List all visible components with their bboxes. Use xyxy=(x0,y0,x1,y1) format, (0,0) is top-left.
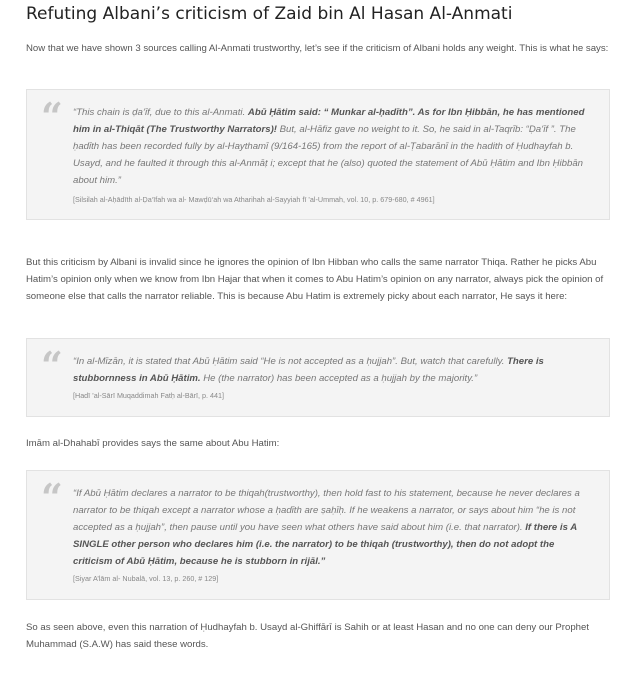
quote-bold-text: There is stubbornness in Abū Ḥātim. xyxy=(73,356,544,384)
quote-text: “If Abū Ḥātim declares a narrator to be thiqah(trustworthy), then hold fast to his statement, because he never declares a narrator to be thiqah except a narrator whose a ḥadīth are ṣaḥīḥ. If he weakens a narrator, or says about him “he is not accepted as a ḥujjah”, then pause until you have seen what others have said about him (i.e. that narrator). xyxy=(73,488,580,533)
quote-bold-text: If there is A SINGLE other person who declares him (i.e. the narrator) to be thiqah (trustworthy), then do not adopt the criticism of Abū Ḥātim, because he is stubborn in rijāl.” xyxy=(73,522,577,567)
intro-paragraph: Now that we have shown 3 sources calling Al-Anmati trustworthy, let’s see if the criticism of Albani holds any weight. This is what he says: xyxy=(26,43,609,54)
blockquote-source: [Hadī ’al-Sārī Muqaddimah Fatḥ al-Bārī, p. 441] xyxy=(73,391,225,400)
blockquote-ibn-hajar xyxy=(26,338,610,417)
criticism-paragraph: But this criticism by Albani is invalid since he ignores the opinion of Ibn Hibban who calls the same narrator Thiqa. Rather he picks Abu Hatim’s opinion only when we know from Ibn Hajar that when it comes to Abu Hatim’s opinion on any narrator, always pick the opinion of someone else that calls the narrator reliable. This is because Abu Hatim is extremely picky about each narrator, He says it here: xyxy=(26,257,604,302)
blockquote-text xyxy=(73,353,595,387)
quote-mark-icon: “ xyxy=(41,94,63,139)
quote-mark-icon: “ xyxy=(41,343,63,388)
blockquote-albani xyxy=(26,89,610,220)
blockquote-text xyxy=(73,485,595,570)
dhahabi-paragraph: Imām al-Dhahabī provides says the same about Abu Hatim: xyxy=(26,438,280,449)
quote-text: “In al-Mīzān, it is stated that Abū Ḥātim said “He is not accepted as a ḥujjah”. But, watch that carefully. xyxy=(73,356,508,367)
blockquote-source: [Silsilah al-Aḥādīth al-Ḍa‘īfah wa al- Mawḍū‘ah wa Atharihah al-Sayyiah fī ’al-Ummah, vol. 10, p. 679-680, # 4961] xyxy=(73,195,435,204)
quote-text: “This chain is ḍa‘īf, due to this al-Anmati. xyxy=(73,107,248,118)
conclusion-paragraph: So as seen above, even this narration of Ḥudhayfah b. Usayd al-Ghiffārī is Sahih or at least Hasan and no one can deny our Prophet Muhammad (S.A.W) has said these words. xyxy=(26,622,590,650)
blockquote-dhahabi xyxy=(26,470,610,600)
quote-bold-text: Abū Ḥātim said: “ Munkar al-ḥadīth”. As for Ibn Ḥibbān, he has mentioned him in al-Thiqāt (The Trustworthy Narrators)! xyxy=(73,107,585,135)
quote-text: He (the narrator) has been accepted as a ḥujjah by the majority.” xyxy=(200,373,478,384)
quote-text: But, al-Hāfiz gave no weight to it. So, he said in al-Taqrīb: “Ḍa‘īf ”. The ḥadīth has been recorded fully by al-Haythamī (9/164-165) from the report of al-Ṭabarānī in the hadith of Ḥudhayfah b. Usayd, and he faulted it through this al-Anmāṭ i; except that he (also) quoted the statement of Abū Ḥātim and Ibn Ḥibbān about him.” xyxy=(73,124,584,186)
article-heading: Refuting Albani’s criticism of Zaid bin Al Hasan Al-Anmati xyxy=(26,4,513,24)
blockquote-text xyxy=(73,104,595,189)
blockquote-source: [Siyar A’lām al- Nubalā, vol. 13, p. 260, # 129] xyxy=(73,574,219,583)
quote-mark-icon: “ xyxy=(41,475,63,520)
